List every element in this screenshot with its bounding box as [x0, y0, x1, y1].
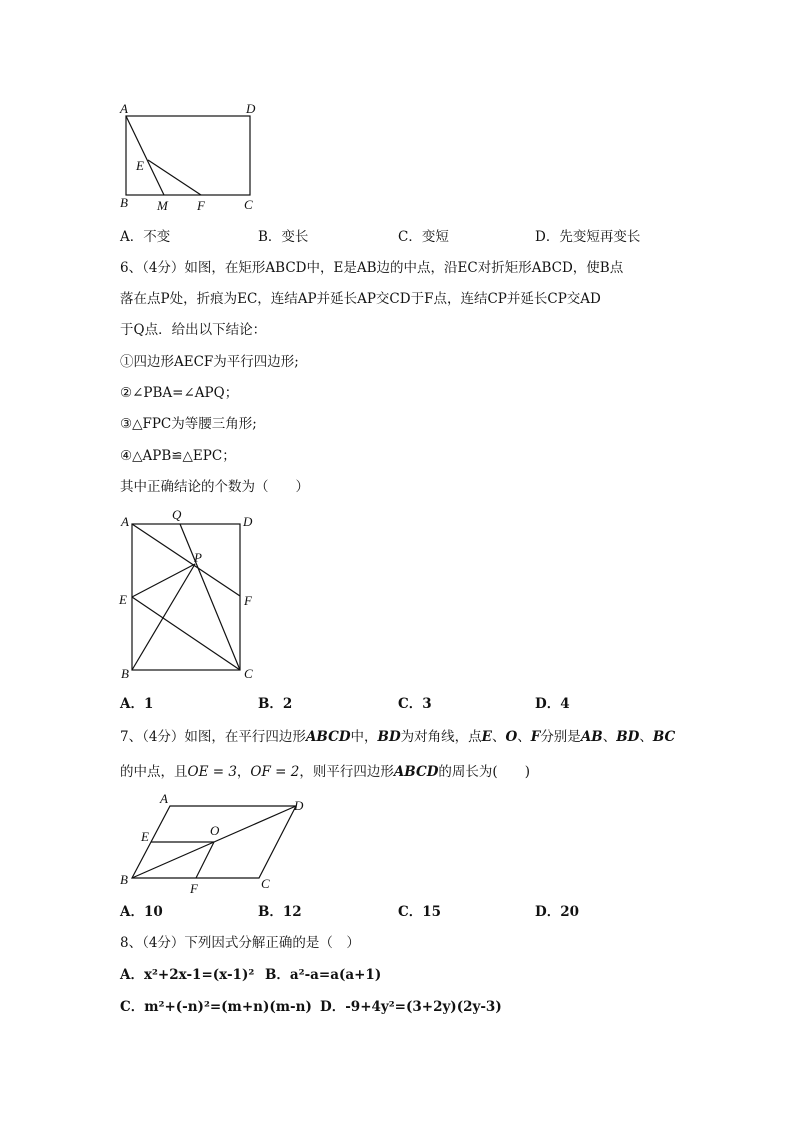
q7-abcd: ABCD [305, 729, 351, 745]
label-f-2: F [244, 593, 252, 608]
q5-option-c: C．变短 [398, 229, 449, 245]
q8-option-a: A．x²+2x-1=(x-1)² [120, 967, 255, 983]
q6-conclusion-4: ④△APB≌△EPC； [120, 448, 236, 464]
label-b: B [120, 195, 128, 210]
q7-text-g: 的周长为( ) [438, 764, 530, 780]
label-a-2: A [121, 514, 129, 529]
label-d-3: D [294, 798, 304, 813]
q5-option-a: A．不变 [120, 229, 171, 245]
label-e-3: E [141, 829, 149, 844]
q7-bd-2: BD [616, 729, 640, 745]
q5-option-b: B．变长 [258, 229, 309, 245]
q7-text-d: 分别是 [540, 729, 581, 745]
q7-bd: BD [377, 729, 401, 745]
q7-text-e: 的中点，且 [120, 764, 188, 780]
q6-conclusion-3: ③△FPC为等腰三角形; [120, 416, 257, 432]
q8-option-d: D．-9+4y²=(3+2y)(2y-3) [320, 999, 502, 1015]
q7-o: O [505, 729, 518, 745]
label-q: Q [172, 507, 182, 522]
q7-text-f: ，则平行四边形 [299, 764, 394, 780]
q6-stem-line1: 6、（4分）如图，在矩形ABCD中，E是AB边的中点，沿EC对折矩形ABCD，使B点 [120, 260, 624, 276]
line-of [196, 842, 214, 878]
q6-option-d: D．4 [535, 696, 570, 712]
label-m: M [157, 198, 168, 213]
label-e: E [136, 158, 144, 173]
q6-stem-line3: 于Q点．给出以下结论： [120, 322, 267, 338]
q7-ab: AB [580, 729, 603, 745]
q7-option-b: B．12 [258, 904, 302, 920]
label-c-2: C [244, 666, 253, 681]
q8-option-c: C．m²+(-n)²=(m+n)(m-n) [120, 999, 312, 1015]
q6-option-b: B．2 [258, 696, 293, 712]
q7-sep-1: 、 [491, 729, 506, 745]
label-f-3: F [190, 881, 198, 896]
q7-text-c: 为对角线，点 [400, 729, 482, 745]
label-d-2: D [243, 514, 253, 529]
q7-sep-2: 、 [517, 729, 531, 745]
q6-stem-line2: 落在点P处，折痕为EC，连结AP并延长AP交CD于F点，连结CP并延长CP交AD [120, 291, 601, 307]
label-c: C [244, 197, 253, 212]
q8-option-b: B．a²-a=a(a+1) [265, 967, 382, 983]
label-b-3: B [120, 872, 128, 887]
q7-option-c: C．15 [398, 904, 442, 920]
q7-abcd-2: ABCD [393, 764, 439, 780]
q8-stem: 8、（4分）下列因式分解正确的是（ ） [120, 935, 360, 951]
q6-conclusion-2: ②∠PBA=∠APQ； [120, 385, 239, 401]
q7-bc: BC [652, 729, 676, 745]
label-c-3: C [261, 876, 270, 891]
label-a: A [120, 101, 128, 116]
q7-option-d: D．20 [535, 904, 579, 920]
q6-option-a: A．1 [120, 696, 154, 712]
q7-e: E [481, 729, 492, 745]
label-f: F [197, 198, 205, 213]
q7-sep-4: 、 [639, 729, 653, 745]
label-d: D [246, 101, 256, 116]
q7-f: F [530, 729, 541, 745]
q7-option-a: A．10 [120, 904, 163, 920]
q5-option-d: D．先变短再变长 [535, 229, 641, 245]
q7-text-b: 中， [350, 729, 378, 745]
label-p: P [194, 550, 202, 565]
label-a-3: A [160, 791, 168, 806]
label-o: O [210, 823, 220, 838]
q7-oe: OE = 3 [187, 764, 237, 780]
label-e-2: E [119, 592, 127, 607]
q6-question: 其中正确结论的个数为（ ） [120, 479, 309, 495]
q6-option-c: C．3 [398, 696, 432, 712]
q7-comma: ， [236, 764, 251, 780]
q7-text-a: 7、（4分）如图，在平行四边形 [120, 729, 306, 745]
label-b-2: B [121, 666, 129, 681]
q6-conclusion-1: ①四边形AECF为平行四边形; [120, 354, 299, 370]
q7-sep-3: 、 [602, 729, 617, 745]
q7-of: OF = 2 [250, 764, 300, 780]
